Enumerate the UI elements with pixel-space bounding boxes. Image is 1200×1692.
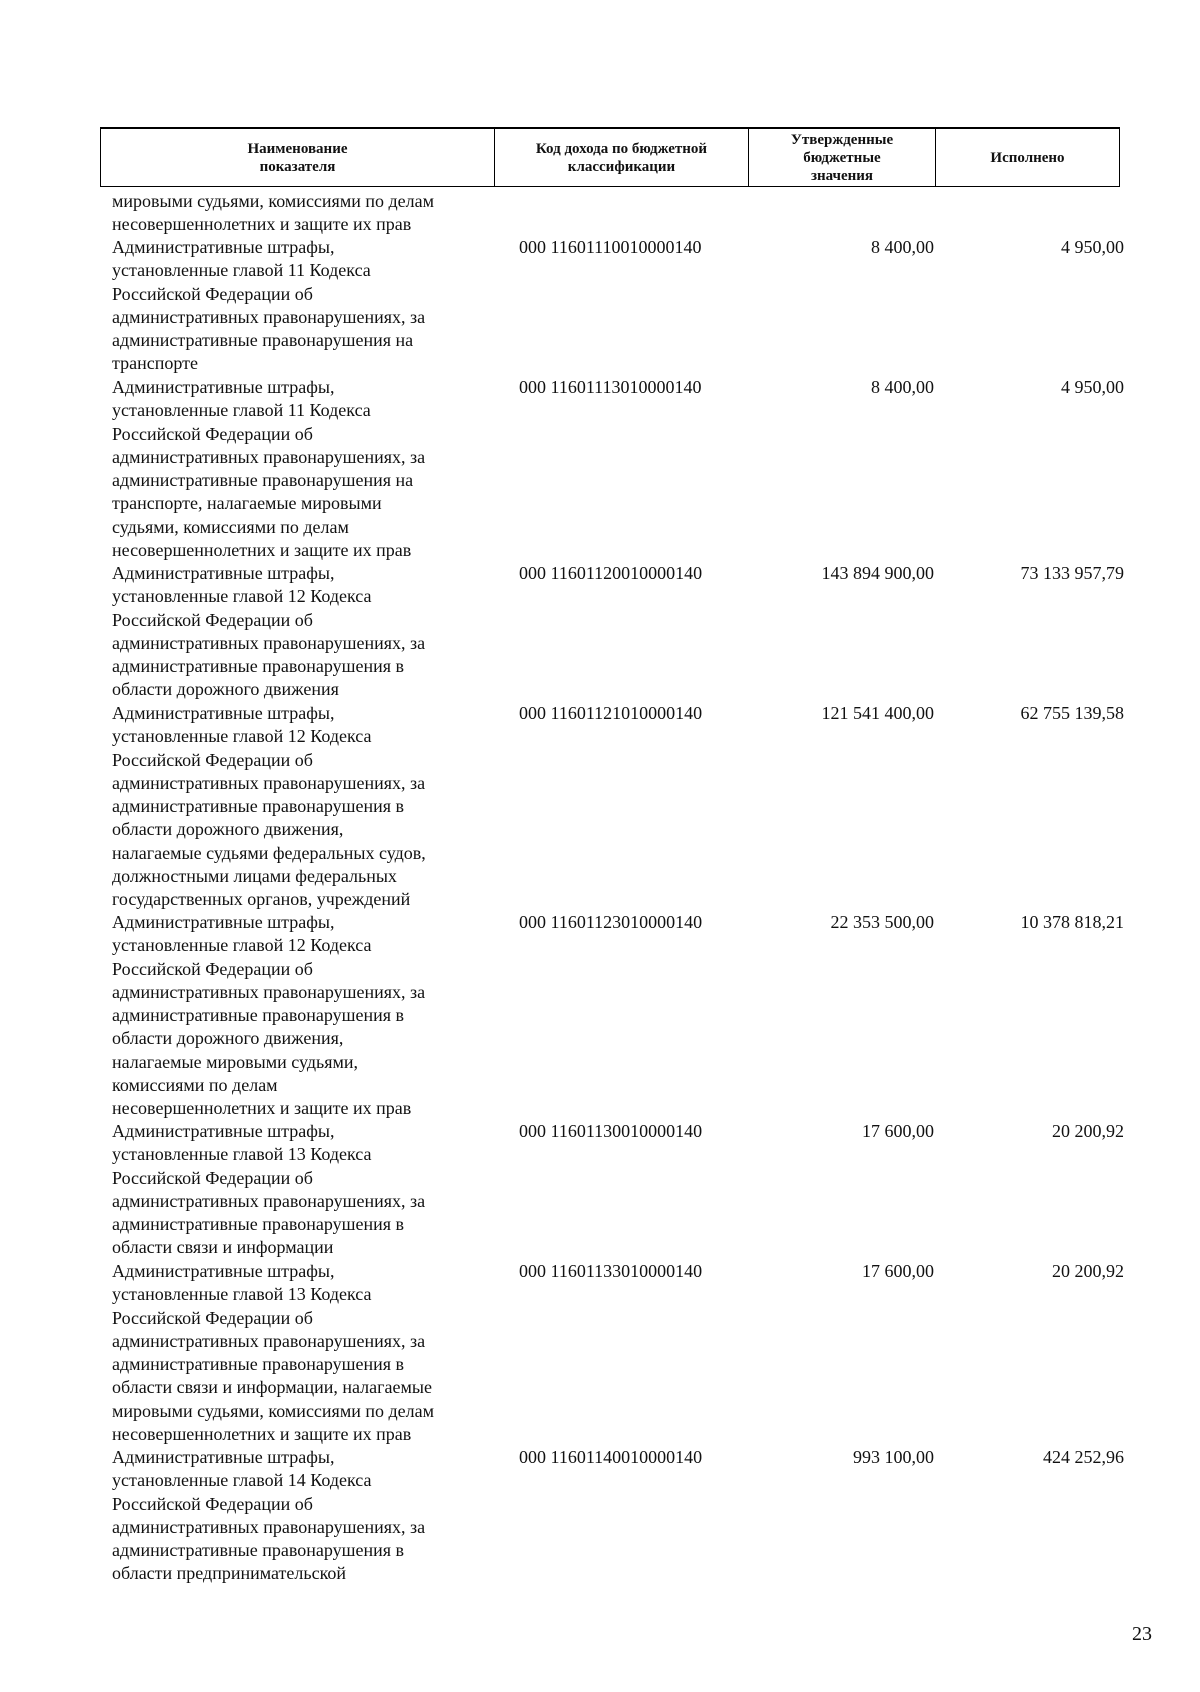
row-code: 000 11601123010000140 bbox=[519, 912, 703, 932]
row-plan: 993 100,00 bbox=[853, 1447, 934, 1467]
row-name: Административные штрафы, установленные главой 12 Кодекса Российской Федерации об административных правонарушениях, за административные правонарушения в области дорожного движения, налагаемые судьями федеральных судов, должностными лицами федеральных государственных органов, учреждений bbox=[112, 703, 426, 910]
row-plan: 121 541 400,00 bbox=[821, 703, 934, 723]
table-row bbox=[112, 236, 1124, 376]
row-exec: 20 200,92 bbox=[1052, 1121, 1124, 1141]
row-plan: 17 600,00 bbox=[862, 1121, 934, 1141]
row-plan: 22 353 500,00 bbox=[830, 912, 934, 932]
table-row bbox=[112, 911, 1124, 1121]
row-name: Административные штрафы, установленные главой 13 Кодекса Российской Федерации об административных правонарушениях, за административные правонарушения в области связи и информации bbox=[112, 1121, 426, 1258]
row-code: 000 11601140010000140 bbox=[519, 1447, 703, 1467]
header-plan-cell bbox=[748, 129, 935, 186]
table-row bbox=[112, 702, 1124, 912]
header-exec-cell bbox=[935, 129, 1119, 186]
row-code: 000 11601133010000140 bbox=[519, 1261, 703, 1281]
row-name: Административные штрафы, установленные главой 13 Кодекса Российской Федерации об административных правонарушениях, за административные правонарушения в области связи и информации, налагаемые мировыми судьями, комиссиями по делам несовершеннолетних и защите их прав bbox=[112, 1261, 434, 1445]
row-name: мировыми судьями, комиссиями по делам несовершеннолетних и защите их прав bbox=[112, 191, 434, 235]
page-number: 23 bbox=[1132, 1623, 1152, 1645]
header-plan: Утвержденные бюджетные значения bbox=[790, 131, 894, 184]
row-name: Административные штрафы, установленные главой 11 Кодекса Российской Федерации об административных правонарушениях, за административные правонарушения на транспорте, налагаемые мировыми судьями, комиссиями по делам несовершеннолетних и защите их прав bbox=[112, 377, 426, 561]
row-exec: 62 755 139,58 bbox=[1020, 703, 1124, 723]
table-row bbox=[112, 562, 1124, 702]
header-exec: Исполнено bbox=[990, 149, 1065, 166]
row-name: Административные штрафы, установленные главой 11 Кодекса Российской Федерации об административных правонарушениях, за административные правонарушения на транспорте bbox=[112, 237, 426, 374]
header-code: Код дохода по бюджетной классификации bbox=[535, 140, 708, 175]
row-code: 000 11601130010000140 bbox=[519, 1121, 703, 1141]
table-row bbox=[112, 376, 1124, 562]
header-name-cell bbox=[101, 129, 494, 186]
row-code: 000 11601120010000140 bbox=[519, 563, 703, 583]
row-exec: 424 252,96 bbox=[1043, 1447, 1124, 1467]
row-plan: 143 894 900,00 bbox=[821, 563, 934, 583]
row-exec: 10 378 818,21 bbox=[1020, 912, 1124, 932]
row-name: Административные штрафы, установленные главой 12 Кодекса Российской Федерации об административных правонарушениях, за административные правонарушения в области дорожного движения bbox=[112, 563, 426, 700]
row-exec: 73 133 957,79 bbox=[1020, 563, 1124, 583]
table-row bbox=[112, 190, 1124, 237]
row-name: Административные штрафы, установленные главой 12 Кодекса Российской Федерации об административных правонарушениях, за административные правонарушения в области дорожного движения, налагаемые мировыми судьями, комиссиями по делам несовершеннолетних и защите их прав bbox=[112, 912, 426, 1119]
table-row bbox=[112, 1446, 1124, 1586]
row-code: 000 11601110010000140 bbox=[519, 237, 702, 257]
row-name: Административные штрафы, установленные главой 14 Кодекса Российской Федерации об административных правонарушениях, за административные правонарушения в области предпринимательской bbox=[112, 1447, 426, 1584]
row-exec: 4 950,00 bbox=[1061, 377, 1124, 397]
table-row bbox=[112, 1260, 1124, 1446]
row-plan: 17 600,00 bbox=[862, 1261, 934, 1281]
table-header bbox=[100, 127, 1120, 187]
row-plan: 8 400,00 bbox=[871, 237, 934, 257]
row-code: 000 11601121010000140 bbox=[519, 703, 703, 723]
row-plan: 8 400,00 bbox=[871, 377, 934, 397]
header-code-cell bbox=[494, 129, 748, 186]
header-name: Наименование показателя bbox=[247, 140, 348, 175]
row-exec: 4 950,00 bbox=[1061, 237, 1124, 257]
table-row bbox=[112, 1120, 1124, 1260]
row-exec: 20 200,92 bbox=[1052, 1261, 1124, 1281]
row-code: 000 11601113010000140 bbox=[519, 377, 702, 397]
